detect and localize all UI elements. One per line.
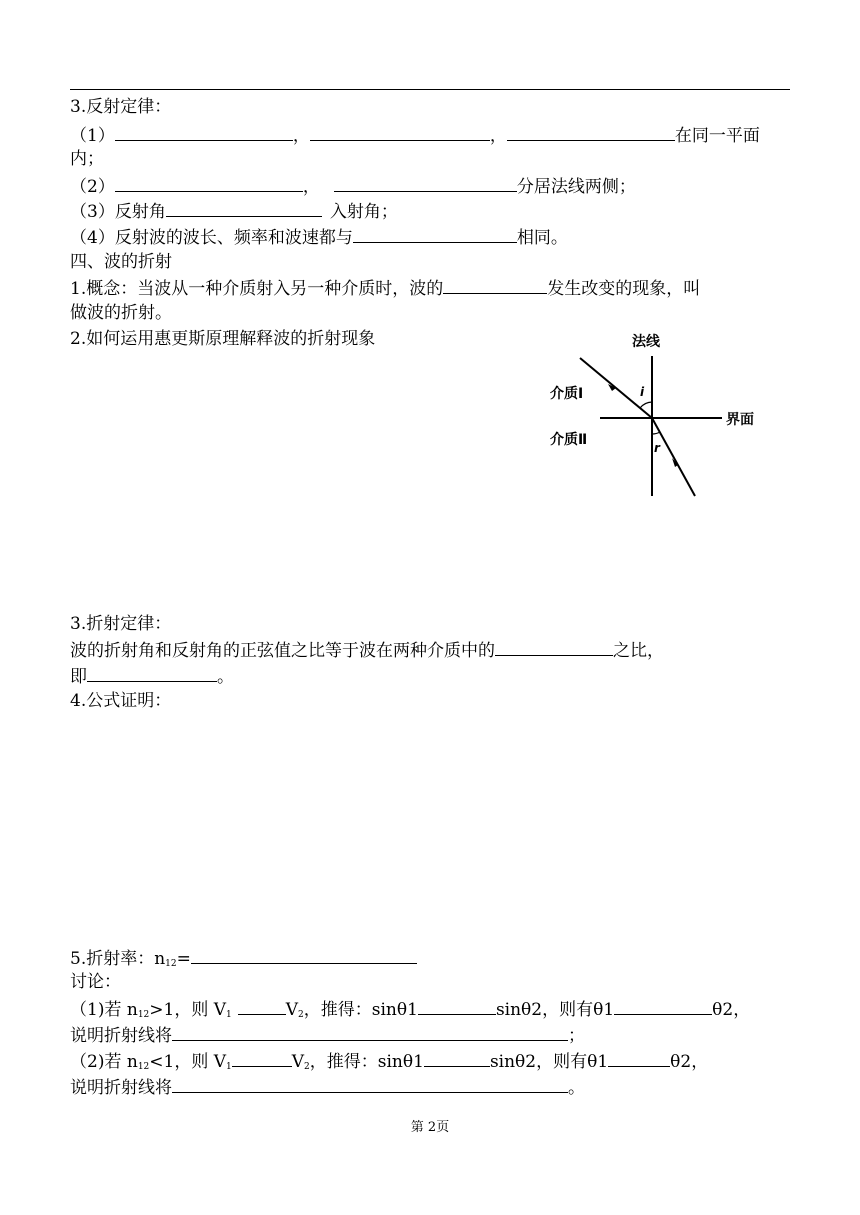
refracted-ray (652, 418, 695, 496)
blank-1[interactable] (115, 123, 293, 141)
interface-label: 界面 (726, 412, 754, 428)
item-prefix: 1.概念：当波从一种介质射入另一种介质时，波的 (70, 279, 444, 299)
blank-17[interactable] (424, 1049, 490, 1067)
angle-r-label: r (654, 441, 660, 455)
header-rule (70, 89, 790, 90)
reflection-item-1 (70, 123, 760, 147)
discussion-case-1-explain (70, 1023, 585, 1047)
huygens-question (70, 328, 375, 350)
reflection-item-3 (70, 199, 398, 223)
reflection-item-1-cont (70, 148, 104, 170)
item-tail: 。 (568, 1078, 585, 1098)
blank-12[interactable] (238, 997, 286, 1015)
reflection-law-title (70, 96, 171, 118)
item-text: >1，则 V (149, 1000, 227, 1020)
item-text: sinθ2，则有θ1 (489, 1052, 609, 1072)
equals-sign: = (176, 949, 191, 969)
item-text: sinθ2，则有θ1 (495, 1000, 615, 1020)
item-tail: 。 (217, 667, 234, 687)
blank-15[interactable] (172, 1023, 568, 1041)
reflection-item-4 (70, 225, 568, 249)
item-text: 内； (70, 149, 104, 169)
reflection-item-2 (70, 174, 636, 198)
refraction-law-line-1 (70, 638, 664, 662)
refraction-diagram (540, 328, 780, 503)
item-text: ，推得：sinθ1 (309, 1052, 424, 1072)
heading-text: 讨论： (70, 972, 121, 992)
blank-6[interactable] (166, 199, 322, 217)
subscript: 1 (226, 1062, 232, 1072)
heading-text: 4.公式证明： (70, 691, 172, 711)
page-number: 第 2页 (410, 1120, 450, 1135)
item-prefix: 5.折射率：n (70, 949, 166, 969)
item-prefix: （3）反射角 (70, 202, 166, 222)
subscript: 12 (165, 959, 177, 969)
blank-11[interactable] (191, 946, 417, 964)
blank-13[interactable] (418, 997, 496, 1015)
subscript: 12 (137, 1010, 150, 1020)
discussion-case-2-explain (70, 1075, 585, 1099)
blank-19[interactable] (172, 1075, 568, 1093)
medium-1-label: 介质Ⅰ (550, 386, 584, 402)
comma: ， (489, 126, 507, 146)
blank-7[interactable] (353, 225, 517, 243)
blank-16[interactable] (232, 1049, 292, 1067)
discussion-case-2 (70, 1049, 708, 1078)
item-text: θ2， (712, 1000, 751, 1020)
item-tail: 发生改变的现象，叫 (547, 279, 701, 299)
item-text: 做波的折射。 (70, 303, 172, 323)
comma: ， (302, 177, 320, 197)
item-prefix: （2） (70, 177, 115, 197)
discussion-title (70, 971, 121, 993)
item-prefix: （1） (70, 126, 115, 146)
blank-4[interactable] (115, 174, 303, 192)
item-text: 2.如何运用惠更斯原理解释波的折射现象 (70, 329, 376, 349)
blank-10[interactable] (87, 664, 217, 682)
refraction-concept (70, 276, 700, 300)
angle-i-label: i (640, 385, 645, 399)
proof-title (70, 690, 171, 712)
refraction-law-line-2 (70, 664, 234, 688)
blank-9[interactable] (495, 638, 613, 656)
item-tail: 之比， (613, 641, 664, 661)
item-tail: 入射角； (329, 202, 398, 222)
blank-3[interactable] (507, 123, 675, 141)
heading-text: 3.反射定律： (70, 97, 172, 117)
blank-18[interactable] (608, 1049, 670, 1067)
blank-8[interactable] (443, 276, 547, 294)
heading-text: 四、波的折射 (70, 252, 172, 272)
blank-2[interactable] (310, 123, 490, 141)
angle-i-arc (640, 402, 652, 408)
refraction-law-title (70, 613, 171, 635)
item-tail: 分居法线两侧； (516, 177, 636, 197)
heading-text: 3.折射定律： (70, 614, 172, 634)
subscript: 12 (137, 1062, 150, 1072)
subscript: 2 (304, 1062, 310, 1072)
item-tail: 相同。 (516, 228, 568, 248)
item-text: V (291, 1052, 305, 1072)
normal-label: 法线 (632, 334, 660, 350)
item-tail: ； (568, 1026, 585, 1046)
item-text: V (285, 1000, 299, 1020)
item-tail: 在同一平面 (674, 126, 760, 146)
blank-14[interactable] (614, 997, 712, 1015)
item-prefix: 即 (70, 667, 87, 687)
subscript: 1 (226, 1010, 232, 1020)
discussion-case-1 (70, 997, 750, 1026)
subscript: 2 (298, 1010, 304, 1020)
item-prefix: （4）反射波的波长、频率和波速都与 (70, 228, 353, 248)
blank-5[interactable] (334, 174, 517, 192)
item-text: ，推得：sinθ1 (303, 1000, 418, 1020)
refraction-concept-cont (70, 302, 172, 324)
refractive-index-line (70, 946, 417, 975)
item-prefix: 说明折射线将 (70, 1026, 172, 1046)
angle-r-arc (652, 432, 660, 434)
medium-2-label: 介质Ⅱ (550, 432, 588, 448)
item-prefix: 说明折射线将 (70, 1078, 172, 1098)
item-prefix: （2)若 n (70, 1052, 138, 1072)
refraction-section-title (70, 251, 172, 273)
comma: ， (292, 126, 310, 146)
item-text: θ2， (670, 1052, 709, 1072)
item-prefix: （1)若 n (70, 1000, 138, 1020)
item-text: <1，则 V (149, 1052, 227, 1072)
item-prefix: 波的折射角和反射角的正弦值之比等于波在两种介质中的 (70, 641, 495, 661)
